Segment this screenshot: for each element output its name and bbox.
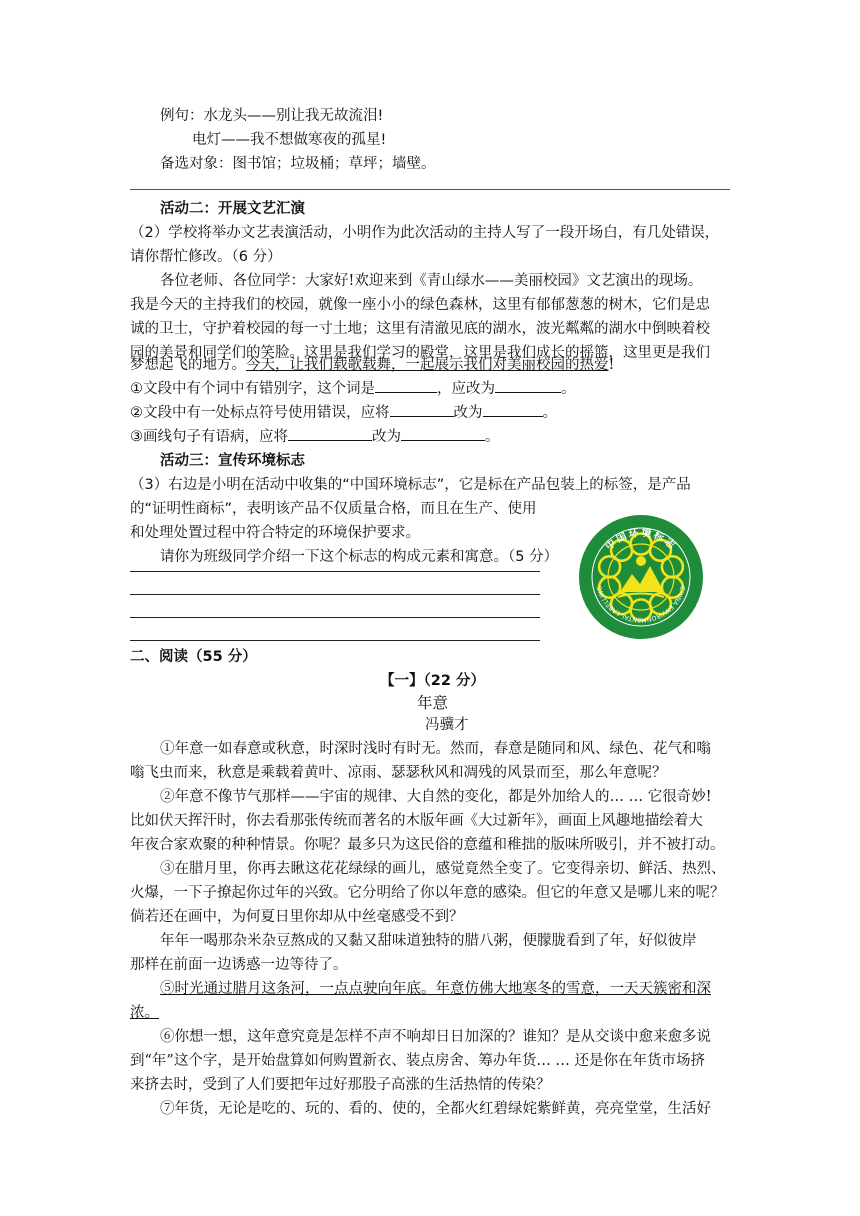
essay-line-10: 那样在前面一边诱惑一边等待了。 <box>130 957 348 973</box>
answer-line-3[interactable] <box>130 617 540 618</box>
subquestion-3-prompt: ③画线句子有语病，应将 <box>130 429 288 445</box>
subquestion-1-end: 。 <box>561 381 576 397</box>
essay-line-4: 比如伏天挥汗时，你去看那张传统而著名的木版年画《大过新年》，画面上风趣地描绘着大 <box>130 813 703 829</box>
answer-blank-2b[interactable] <box>483 401 543 417</box>
question3-prompt: 请你为班级同学介绍一下这个标志的构成元素和寓意。（5 分） <box>160 549 559 565</box>
essay-line-6: ③在腊月里，你再去瞅这花花绿绿的画儿，感觉竟然全变了。它变得亲切、鲜活、热烈、 <box>160 861 726 877</box>
section-divider <box>130 189 730 190</box>
underlined-sentence: 今天，让我们载歌载舞，一起展示我们对美丽校园的热爱 <box>246 357 609 373</box>
activity2-heading: 活动二：开展文艺汇演 <box>160 201 305 217</box>
essay-line-9: 年年一喝那杂米杂豆熬成的又黏又甜味道独特的腊八粥，便朦胧看到了年，好似彼岸 <box>160 933 697 949</box>
question2-line-2: 请你帮忙修改。（6 分） <box>130 249 282 265</box>
essay-line-15: 来挤去时，受到了人们要把年过好那股子高涨的生活热情的传染？ <box>130 1077 551 1093</box>
essay-line-11-underlined: ⑤时光通过腊月这条河，一点点驶向年底。年意仿佛大地寒冬的雪意，一天天簇密和深 <box>160 981 711 997</box>
speech-line-1: 各位老师、各位同学：大家好!欢迎来到《青山绿水——美丽校园》文艺演出的现场。 <box>160 273 703 289</box>
subquestion-2-end: 。 <box>542 405 557 421</box>
answer-blank-1a[interactable] <box>375 377 437 393</box>
speech-line-4: 园的美景和同学们的笑脸。这里是我们学习的殿堂，这里是我们成长的摇篮，这里更是我们 <box>130 345 710 361</box>
subquestion-3-mid: 改为 <box>372 429 401 445</box>
essay-line-12-underlined: 浓。 <box>130 1005 159 1021</box>
subquestion-3-end: 。 <box>485 429 500 445</box>
candidate-objects: 备选对象：图书馆；垃圾桶；草坪；墙壁。 <box>160 156 436 172</box>
subquestion-1-prompt: ①文段中有个词中有错别字，这个词是 <box>130 381 375 397</box>
activity3-heading: 活动三：宣传环境标志 <box>160 453 305 469</box>
speech-end-mark: ! <box>608 357 615 373</box>
speech-line-2: 我是今天的主持我们的校园，就像一座小小的绿色森林，这里有郁郁葱葱的树木，它们是忠 <box>130 297 710 313</box>
answer-blank-3a[interactable] <box>288 425 372 441</box>
essay-line-3: ②年意不像节气那样——宇宙的规律、大自然的变化，都是外加给人的… … 它很奇妙! <box>160 789 712 805</box>
speech-line-5 <box>130 353 614 377</box>
section2-heading: 二、阅读（55 分） <box>130 649 257 665</box>
question3-line-2: 的“证明性商标”，表明该产品不仅质量合格，而且在生产、使用 <box>130 501 537 517</box>
example-line-2: 电灯——我不想做寒夜的孤星! <box>192 132 387 148</box>
subquestion-2-mid: 改为 <box>453 405 483 421</box>
essay-title: 年意 <box>417 694 449 712</box>
subquestion-1-mid: ，应改为 <box>437 381 495 397</box>
question3-line-1: （3）右边是小明在活动中收集的“中国环境标志”，它是标在产品包装上的标签，是产品 <box>130 477 691 493</box>
speech-plain-text: 梦想起飞的地方。 <box>130 357 246 373</box>
answer-line-4[interactable] <box>130 640 540 641</box>
speech-line-3: 诚的卫士，守护着校园的每一寸土地；这里有清澈见底的湖水，波光粼粼的湖水中倒映着校 <box>130 321 710 337</box>
subquestion-3 <box>130 425 500 449</box>
answer-line-2[interactable] <box>130 594 540 595</box>
essay-line-14: 到“年”这个字，是开始盘算如何购置新衣、装点房舍、筹办年货… … 还是你在年货市场挤 <box>130 1053 706 1069</box>
logo-bottom-text: CHINA ENVIRONMENTAL LABELLING <box>596 585 686 624</box>
subquestion-2-prompt: ②文段中有一处标点符号使用错误，应将 <box>130 405 390 421</box>
part-label: 【一】（22 分） <box>380 673 485 689</box>
question2-line-1: （2）学校将举办文艺表演活动，小明作为此次活动的主持人写了一段开场白，有几处错误， <box>130 225 720 241</box>
question3-line-3: 和处理处置过程中符合特定的环境保护要求。 <box>130 525 420 541</box>
essay-line-13: ⑥你想一想，这年意究竟是怎样不声不响却日日加深的？谁知？是从交谈中愈来愈多说 <box>160 1029 711 1045</box>
subquestion-2 <box>130 401 557 425</box>
subquestion-1 <box>130 377 576 401</box>
logo-top-text: 中国环境标志 <box>603 527 679 553</box>
example-line-1: 例句：水龙头——别让我无故流泪! <box>160 108 384 124</box>
essay-line-1: ①年意一如春意或秋意，时深时浅时有时无。然而，春意是随同和风、绿色、花气和嗡 <box>160 741 711 757</box>
answer-blank-3b[interactable] <box>401 425 485 441</box>
essay-line-2: 嗡飞虫而来，秋意是乘载着黄叶、凉雨、瑟瑟秋风和凋残的风景而至，那么年意呢？ <box>130 765 667 781</box>
answer-blank-2a[interactable] <box>390 401 454 417</box>
essay-line-16: ⑦年货，无论是吃的、玩的、看的、使的，全都火红碧绿姹紫鲜黄，亮亮堂堂，生活好 <box>160 1101 711 1117</box>
essay-line-8: 倘若还在画中，为何夏日里你却从中丝毫感受不到？ <box>130 909 464 925</box>
answer-blank-1b[interactable] <box>495 377 561 393</box>
essay-line-5: 年夜合家欢聚的种种情景。你呢？最多只为这民俗的意蕴和稚拙的版味所吸引，并不被打动。 <box>130 837 725 853</box>
essay-line-7: 火爆，一下子撩起你过年的兴致。它分明给了你以年意的感染。但它的年意又是哪儿来的呢？ <box>130 885 725 901</box>
essay-author: 冯骥才 <box>425 717 469 733</box>
china-environmental-labelling-icon <box>578 514 704 640</box>
answer-line-1[interactable] <box>130 571 540 572</box>
